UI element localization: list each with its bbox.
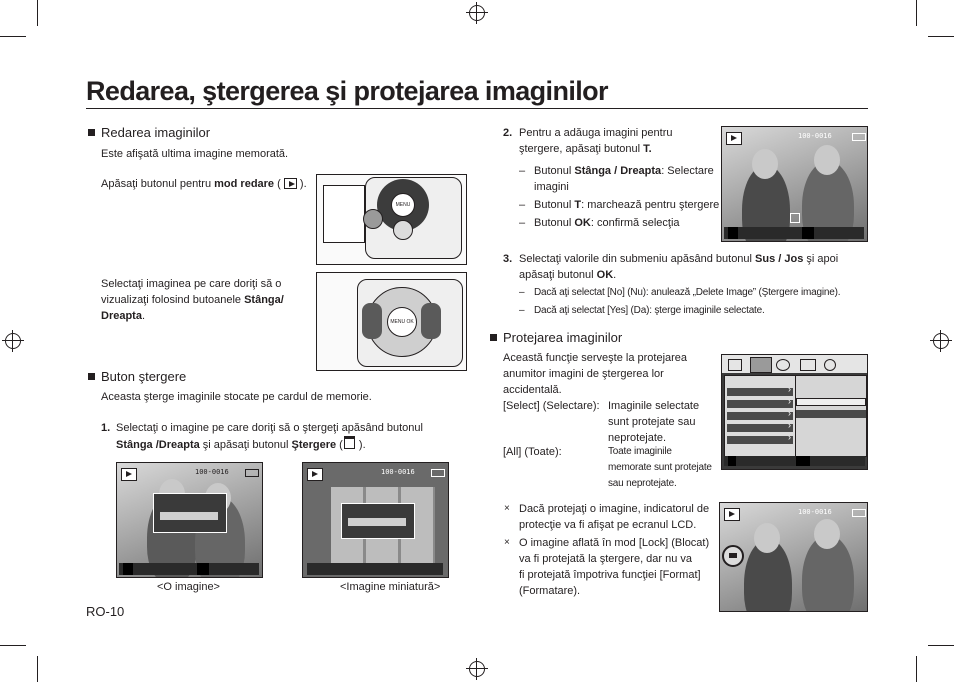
section-heading-protect: Protejarea imaginilor: [503, 330, 623, 345]
gear-icon: [824, 359, 836, 371]
play-mode-icon: [726, 132, 742, 145]
lock-indicator-icon: [722, 545, 744, 567]
lcd-screen-protected: [719, 502, 868, 612]
text-select-image: Selectaţi imaginea pe care doriţi să o vizualizaţi folosind butoanele Stânga/ Dreapta.: [101, 278, 284, 322]
menu-row: [727, 436, 793, 444]
registration-mark-icon: [466, 658, 488, 680]
crop-mark: [916, 0, 917, 26]
text-button-ok: Butonul OK: confirmă selecţia: [534, 217, 680, 229]
text-last-image: Este afişată ultima imagine memorată.: [101, 148, 289, 160]
dash-bullet: –: [519, 305, 525, 316]
dash-bullet: –: [519, 217, 526, 229]
note-mark-icon: ×: [504, 537, 510, 548]
battery-icon: [852, 509, 866, 517]
menu-tab-bar: [722, 355, 867, 373]
dash-bullet: –: [519, 287, 525, 298]
text-step2: Pentru a adăuga imagini pentru ştergere, apăsaţi butonul T.: [519, 127, 673, 155]
crop-mark: [37, 656, 38, 682]
section-heading-delete: Buton ştergere: [101, 369, 187, 384]
bullet-square-icon: [490, 334, 497, 341]
lcd-screen-single-image: [116, 462, 263, 578]
right-button-highlight: [421, 303, 441, 339]
text-step3: Selectaţi valorile din submeniu apăsând butonul Sus / Jos şi apoi apăsaţi butonul OK.: [519, 253, 839, 281]
text-delete-intro: Aceasta şterge imaginile stocate pe cardul de memorie.: [101, 391, 372, 403]
menu-row: [727, 412, 793, 420]
text-step1: Selectaţi o imagine pe care doriţi să o ştergeţi apăsând butonul Stânga /Dreapta şi apăsaţi butonul Ştergere ( ).: [116, 422, 423, 451]
checkbox-icon: [790, 213, 800, 223]
face-shape: [754, 523, 780, 553]
lcd-bottom-bar: [724, 456, 865, 466]
crop-mark: [0, 36, 26, 37]
text-protect-intro: Această funcţie serveşte la protejarea anumitor imagini de ştergerea lor accidentală.: [503, 352, 688, 396]
face-shape: [814, 145, 840, 175]
page-title: Redarea, ştergerea şi protejarea imaginilor: [86, 76, 608, 106]
text-note-indicator: Dacă protejaţi o imagine, indicatorul de protecţie va fi afişat pe ecranul LCD.: [519, 503, 710, 531]
text-button-t: Butonul T: marchează pentru ştergere: [534, 199, 720, 211]
menu-row: [727, 400, 793, 408]
registration-mark-icon: [2, 330, 24, 352]
lcd-bottom-bar: [307, 563, 443, 575]
menu-list-panel: [724, 375, 796, 457]
lcd-screen-protect-menu: [721, 354, 868, 470]
playback-tab-icon: [728, 359, 742, 371]
registration-mark-icon: [466, 2, 488, 24]
bullet-square-icon: [88, 373, 95, 380]
play-mode-icon: [307, 468, 323, 481]
crop-mark: [928, 36, 954, 37]
dialog-option-highlight: [348, 518, 406, 526]
submenu-option: [796, 398, 866, 406]
delete-dialog: [153, 493, 227, 533]
bullet-square-icon: [88, 129, 95, 136]
display-tab-icon: [800, 359, 816, 371]
battery-icon: [245, 469, 259, 477]
left-button-highlight: [362, 303, 382, 339]
sound-tab-icon: [776, 359, 790, 371]
crop-mark: [916, 656, 917, 682]
lcd-screen-edge: [323, 185, 365, 243]
page-number: RO-10: [86, 604, 125, 619]
text-note-lock: O imagine aflată în mod [Lock] (Blocat) va fi protejată la ştergere, dar nu va fi protejată împotriva funcţiei [Format] (Formatare).: [519, 537, 710, 597]
menu-ok-button: MENU OK: [387, 307, 417, 337]
file-number: 100-0016: [798, 508, 832, 516]
play-mode-icon: [121, 468, 137, 481]
play-tab-icon: [750, 357, 772, 373]
menu-row: [727, 388, 793, 396]
crop-mark: [0, 645, 26, 646]
menu-row: [727, 424, 793, 432]
camera-back-illustration: [316, 174, 467, 265]
step-number: 2.: [503, 127, 513, 139]
delete-dialog: [341, 503, 415, 539]
battery-icon: [431, 469, 445, 477]
label-select-key: [Select] (Selectare):: [503, 400, 600, 412]
title-rule: [86, 108, 868, 109]
menu-ok-button: MENU: [391, 193, 415, 217]
file-number: 100-0016: [381, 468, 415, 476]
play-mode-button: [363, 209, 383, 229]
registration-mark-icon: [930, 330, 952, 352]
e-button: [393, 220, 413, 240]
step-number: 3.: [503, 253, 513, 265]
face-shape: [814, 519, 840, 549]
note-mark-icon: ×: [504, 503, 510, 514]
face-shape: [752, 149, 778, 179]
lcd-bottom-bar: [724, 227, 864, 239]
text-press-playback: Apăsaţi butonul pentru mod redare ( ).: [101, 178, 307, 190]
dash-bullet: –: [519, 165, 526, 177]
crop-mark: [928, 645, 954, 646]
step-number: 1.: [101, 422, 111, 434]
file-number: 100-0016: [195, 468, 229, 476]
dialog-option-highlight: [160, 512, 218, 520]
text-select-no: Dacă aţi selectat [No] (Nu): anulează „Delete Image” (Ştergere imagine).: [534, 287, 841, 298]
trash-icon: [344, 436, 355, 449]
play-icon: [284, 178, 297, 189]
lcd-screen-thumbnail: [302, 462, 449, 578]
battery-icon: [852, 133, 866, 141]
play-mode-icon: [724, 508, 740, 521]
submenu-option-selected: [796, 410, 866, 418]
lock-body: [729, 553, 737, 558]
caption-single-image: <O imagine>: [157, 581, 220, 593]
lcd-screen-mark-delete: [721, 126, 868, 242]
text-select-desc: Imaginile selectate sunt protejate sau neprotejate.: [608, 400, 700, 444]
dash-bullet: –: [519, 199, 526, 211]
submenu-panel: [795, 375, 867, 457]
label-all-key: [All] (Toate):: [503, 446, 562, 458]
file-number: 100-0016: [798, 132, 832, 140]
text-select-yes: Dacă aţi selectat [Yes] (Da): şterge imaginile selectate.: [534, 305, 765, 316]
text-all-desc: Toate imaginile memorate sunt protejate sau neprotejate.: [608, 446, 712, 489]
section-heading-playback: Redarea imaginilor: [101, 125, 211, 140]
camera-dial-illustration: [316, 272, 467, 371]
caption-thumbnail: <Imagine miniatură>: [340, 581, 441, 593]
text-button-left-right: Butonul Stânga / Dreapta: Selectare imagini: [534, 165, 714, 193]
crop-mark: [37, 0, 38, 26]
lcd-bottom-bar: [119, 563, 259, 575]
